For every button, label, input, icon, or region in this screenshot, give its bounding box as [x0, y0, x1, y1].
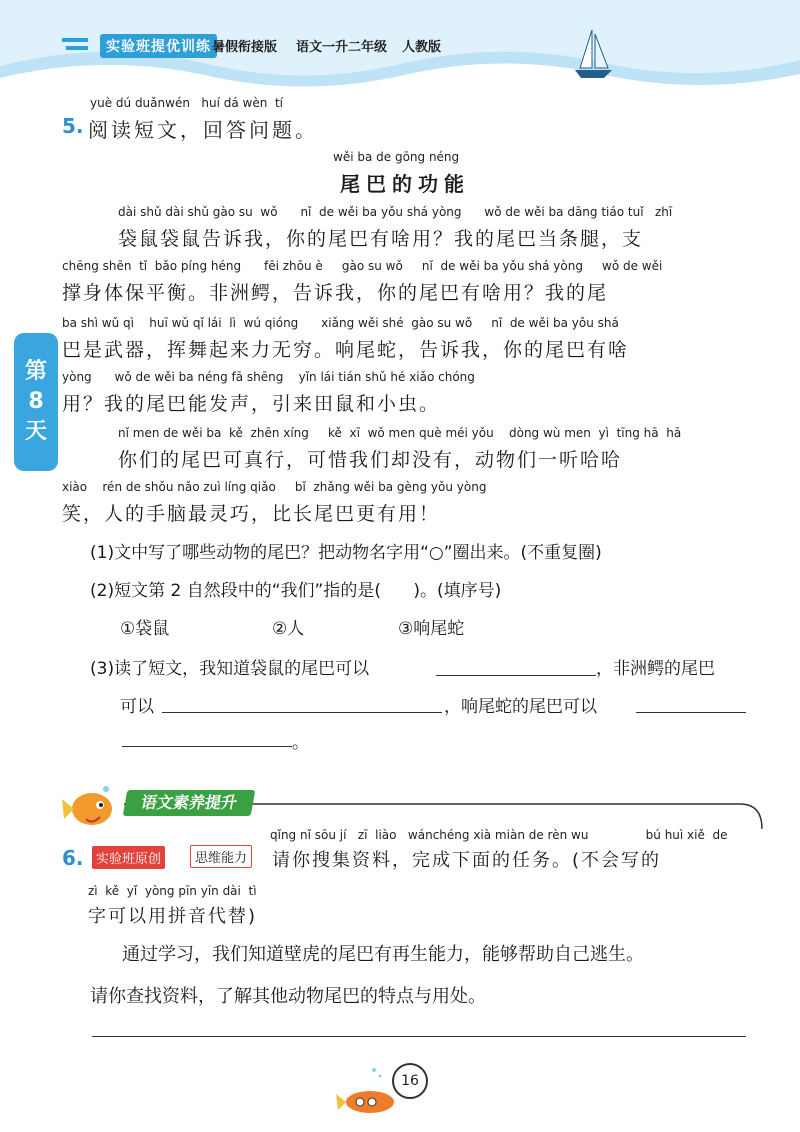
day-tab [14, 333, 58, 471]
q6-paragraph-1: 通过学习，我们知道壁虎的尾巴有再生能力，能够帮助自己逃生。 [122, 944, 644, 965]
q5-sub3-part2: ，非洲鳄的尾巴 [596, 659, 715, 679]
passage-line: 笑，人的手脑最灵巧，比长尾巴更有用！ [62, 503, 441, 525]
page-header [0, 0, 800, 92]
option-3: ③响尾蛇 [398, 619, 465, 639]
subject-label: 语文一升二年级 [296, 40, 388, 55]
day-tab-line1: 第 [24, 359, 47, 384]
q6-number: 6. [62, 846, 84, 870]
option-1: ①袋鼠 [120, 619, 170, 639]
passage-line-pinyin: yòng wǒ de wěi ba néng fā shēng yǐn lái tián shǔ hé xiǎo chóng [62, 370, 475, 384]
passage-line-pinyin: nǐ men de wěi ba kě zhēn xíng kě xī wǒ men què méi yǒu dòng wù men yì tīng hā hā [118, 426, 682, 440]
passage-line: 你们的尾巴可真行，可惜我们却没有，动物们一听哈哈 [118, 449, 623, 471]
original-tag: 实验班原创 [92, 846, 165, 869]
edition-label: 暑假衔接版 [212, 40, 278, 55]
passage-line: 袋鼠袋鼠告诉我，你的尾巴有啥用？我的尾巴当条腿，支 [118, 228, 644, 250]
q5-instruction-pinyin: yuè dú duǎnwén huí dá wèn tí [90, 96, 283, 110]
passage-title-pinyin: wěi ba de gōng néng [333, 150, 460, 164]
passage-line: 撑身体保平衡。非洲鳄，告诉我，你的尾巴有啥用？我的尾 [62, 282, 609, 304]
answer-blank-crocodile[interactable] [162, 712, 442, 713]
q5-sub3-part1: (3)读了短文，我知道袋鼠的尾巴可以 [90, 659, 370, 679]
passage-title: 尾巴的功能 [340, 172, 470, 196]
passage-line-pinyin: ba shì wǔ qì huī wǔ qǐ lái lì wú qióng xiǎng wěi shé gào su wǒ nǐ de wěi ba yǒu shá [62, 316, 619, 330]
passage-line: 巴是武器，挥舞起来力无穷。响尾蛇，告诉我，你的尾巴有啥 [62, 339, 630, 361]
passage-line-pinyin: chēng shēn tǐ bǎo píng héng fēi zhōu è gào su wǒ nǐ de wěi ba yǒu shá yòng wǒ de wěi [62, 259, 663, 273]
answer-line[interactable] [92, 1036, 746, 1037]
q6-line1: 请你搜集资料，完成下面的任务。(不会写的 [272, 850, 662, 871]
day-tab-line3: 天 [24, 419, 47, 444]
q5-sub1: (1)文中写了哪些动物的尾巴？把动物名字用“○”圈出来。(不重复圈) [90, 543, 602, 563]
series-title: 实验班提优训练 [100, 34, 217, 58]
answer-blank-kangaroo[interactable] [436, 675, 596, 676]
q6-line2: 字可以用拼音代替) [88, 906, 258, 927]
section-title: 语文素养提升 [123, 790, 256, 816]
q5-instruction: 阅读短文，回答问题。 [88, 118, 318, 142]
answer-blank-rattlesnake-1[interactable] [636, 712, 746, 713]
q5-sub3-part3: 可以 [120, 697, 154, 717]
skill-tag: 思维能力 [190, 845, 252, 868]
publisher-label: 人教版 [402, 40, 442, 55]
fish-mascot-icon [62, 786, 112, 825]
q5-sub3-part4: ，响尾蛇的尾巴可以 [444, 697, 597, 717]
page-number: 16 [392, 1063, 428, 1099]
q5-sub3-end: 。 [292, 733, 309, 753]
q5-number: 5. [62, 114, 84, 138]
option-2: ②人 [272, 619, 305, 639]
q5-sub2: (2)短文第 2 自然段中的“我们”指的是( )。(填序号) [90, 581, 502, 601]
day-tab-line2: 8 [28, 389, 44, 414]
passage-line: 用？我的尾巴能发声，引来田鼠和小虫。 [62, 393, 441, 415]
q6-paragraph-2: 请你查找资料，了解其他动物尾巴的特点与用处。 [90, 986, 486, 1007]
passage-line-pinyin: xiào rén de shǒu nǎo zuì líng qiǎo bǐ zhǎng wěi ba gèng yǒu yòng [62, 480, 487, 494]
passage-line-pinyin: dài shǔ dài shǔ gào su wǒ nǐ de wěi ba yǒu shá yòng wǒ de wěi ba dāng tiáo tuǐ zhī [118, 205, 673, 219]
q6-line2-pinyin: zì kě yǐ yòng pīn yīn dài tì [88, 884, 257, 898]
answer-blank-rattlesnake-2[interactable] [122, 746, 292, 747]
q6-line1-pinyin: qǐng nǐ sōu jí zī liào wánchéng xià miàn de rèn wu bú huì xiě de [270, 828, 728, 842]
